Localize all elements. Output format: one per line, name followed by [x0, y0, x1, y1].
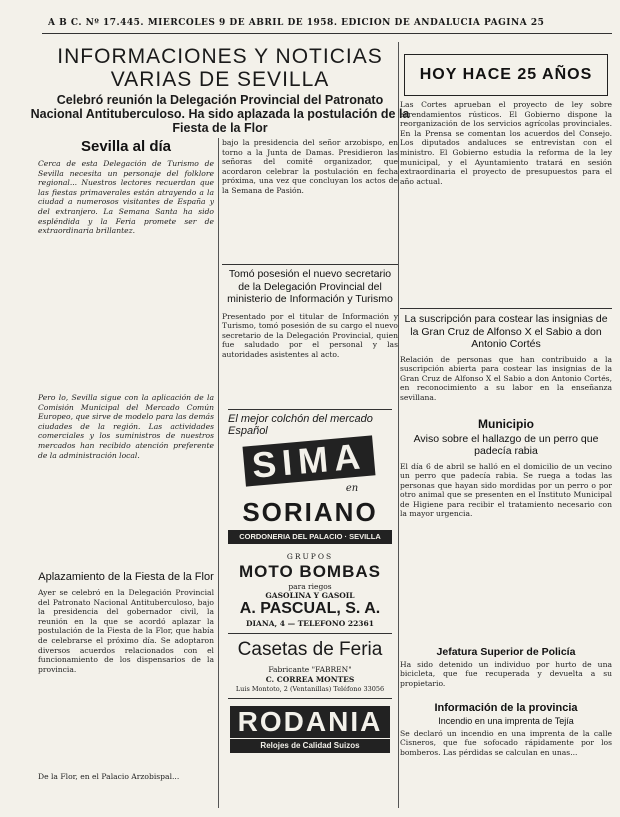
column-3-subtitle-1: La suscripción para costear las insignias de la Gran Cruz de Alfonso X el Sabio a don Antonio Cortés [404, 313, 608, 350]
ad-fabricante: Fabricante "FABREN" [268, 665, 352, 674]
column-2-body-1: bajo la presidencia del señor arzobispo, en torno a la Junta de Damas. Presidieron las señoras del comité organizador, que acordaron celebrar la postulación en fecha próxima, una vez que concluyan los actos de la Semana de Pasión. [222, 138, 398, 195]
column-3-subtitle-5: Incendio en una imprenta de Tejía [438, 715, 574, 726]
ad-rule-3 [228, 698, 392, 699]
column-3-subtitle-4: Información de la provincia [434, 701, 578, 714]
column-2-rule [222, 264, 398, 265]
main-headline [30, 45, 410, 91]
column-2-body-2: Presentado por el titular de Información y Turismo, tomó posesión de su cargo el nuevo secretario de la Delegación Provincial, quien fue saludado por el personal y las autoridades asistentes al acto. [222, 311, 398, 359]
ad-brand-rodania: RODANIA [230, 706, 390, 738]
column-3-body-5: Se declaró un incendio en una imprenta de la calle Cisneros, que fue sofocado rápidamente por los bomberos. Las pérdidas se calculan en unas... [400, 728, 612, 757]
column-1-body-4: De la Flor, en el Palacio Arzobispal... [38, 772, 180, 781]
ad-tagline: El mejor colchón del mercado Español [228, 413, 373, 437]
hoy-hace-title: HOY HACE 25 AÑOS [419, 66, 593, 83]
ad-fuel: GASOLINA Y GASOIL [265, 591, 355, 600]
column-3-body-4: Ha sido detenido un individuo por hurto de una bicicleta, que fue recuperada y devuelta a su propietario. [400, 659, 612, 688]
ad-grupos: GRUPOS [286, 552, 334, 561]
column-3-subtitle-2: Aviso sobre el hallazgo de un perro que padecía rabia [413, 432, 599, 457]
column-3-body-2: Relación de personas que han contribuido a la suscripción abierta para costear las insignias de la Gran Cruz de Alfonso X el Sabio a don Antonio Cortés, en reconocimiento a su labor en la enseñanza sevillana. [400, 354, 612, 402]
column-1-body-1: Cerca de esta Delegación de Turismo de Sevilla necesita un personaje del folklore regional... Nuestros lectores recuerdan que las fiestas primaverales están atrayendo a la ciudad a numerosos visitantes de España y del extranjero. La Semana Santa ha sido espléndida y la Feria promete ser de extraordinaria brillantez. [38, 159, 214, 236]
column-3-body-1: Las Cortes aprueban el proyecto de ley sobre arrendamientos rústicos. El Gobierno dispone la reorganización de los servicios agrícolas provinciales. En la Prensa se comentan los acuerdos del Consejo. Los diputados andaluces se entrevistan con el ministro. El Gobierno estudia la reforma de la ley municipal, y el Ayuntamiento tratará en sesión extraordinaria el proyecto de presupuestos para el año actual. [400, 100, 612, 186]
hoy-hace-box [404, 54, 608, 96]
column-1 [38, 138, 214, 808]
ad-brand-soriano: SORIANO [242, 497, 378, 527]
column-2 [222, 138, 398, 400]
ad-top-rule [228, 409, 392, 410]
column-3 [400, 42, 612, 808]
column-3-subtitle-3: Jefatura Superior de Policía [436, 645, 576, 658]
ad-rule-2 [228, 633, 392, 634]
ad-brand-sima-sub: en [345, 483, 359, 494]
ad-dealer: A. PASCUAL, S. A. [239, 600, 381, 617]
column-1-body-2: Pero lo, Sevilla sigue con la aplicación de la Comisión Municipal del Mercado Común Europeo, que sirve de modelo para las demás ciudades de la región. Las actividades comerciales y los suministros de nuestros mercados han recibido atención preferente de la administración local. [38, 393, 214, 460]
column-3-body-3: El día 6 de abril se halló en el domicilio de un vecino un perro que padecía rabia. Se ruega a todas las personas que hayan sido mordidas por un perro o por otro animal que se presenten en el Instituto Municipal de Higiene para recibir el tratamiento necesario con la mayor urgencia. [400, 461, 612, 519]
ad-brand-motobombas-sub: para riegos [288, 582, 332, 591]
column-1-title: Sevilla al día [80, 138, 172, 155]
column-3-rule-1 [400, 308, 612, 309]
ad-brand-sima: SIMA [243, 435, 376, 486]
ad-brand-rodania-sub: Relojes de Calidad Suizos [230, 739, 390, 753]
column-divider-1 [218, 138, 219, 808]
column-1-subtitle: Aplazamiento de la Fiesta de la Flor [38, 571, 214, 583]
ad-casetas-title: Casetas de Feria [237, 639, 383, 660]
page-header: A B C. Nº 17.445. MIERCOLES 9 DE ABRIL DE 1958. EDICION DE ANDALUCIA PAGINA 25 [48, 18, 545, 28]
column-1-body-3: Ayer se celebró en la Delegación Provincial del Patronato Nacional Antituberculoso, bajo la presidencia del gobernador civil, la reunión en la que se acordó aplazar la postulación de la Fiesta de la Flor, que había de celebrarse el próximo día. Se adoptaron diversos acuerdos relacionados con el funcionamiento de los dispensarios de la provincia. [38, 588, 214, 674]
advertisement-block [222, 409, 398, 804]
ad-maker-address: Luis Montoto, 2 (Ventanillas) Teléfono 33056 [235, 685, 385, 693]
headline-line-1: INFORMACIONES Y NOTICIAS [57, 45, 383, 68]
headline-line-2: VARIAS DE SEVILLA [110, 68, 330, 91]
column-divider-2 [398, 42, 399, 808]
header-rule [42, 33, 612, 34]
ad-brand-motobombas: MOTO BOMBAS [239, 562, 381, 581]
ad-address: DIANA, 4 — TELEFONO 22361 [246, 619, 374, 628]
ad-maker: C. CORREA MONTES [265, 675, 355, 684]
main-subheadline: Celebró reunión la Delegación Provincial del Patronato Nacional Antituberculoso. Ha sido aplazada la postulación de la Fiesta de la Flor [30, 93, 410, 135]
column-2-subtitle: Tomó posesión el nuevo secretario de la Delegación Provincial del ministerio de Información y Turismo [227, 268, 393, 305]
ad-strip: CORDONERIA DEL PALACIO · SEVILLA [228, 530, 392, 544]
column-3-section-municipio: Municipio [478, 416, 534, 431]
